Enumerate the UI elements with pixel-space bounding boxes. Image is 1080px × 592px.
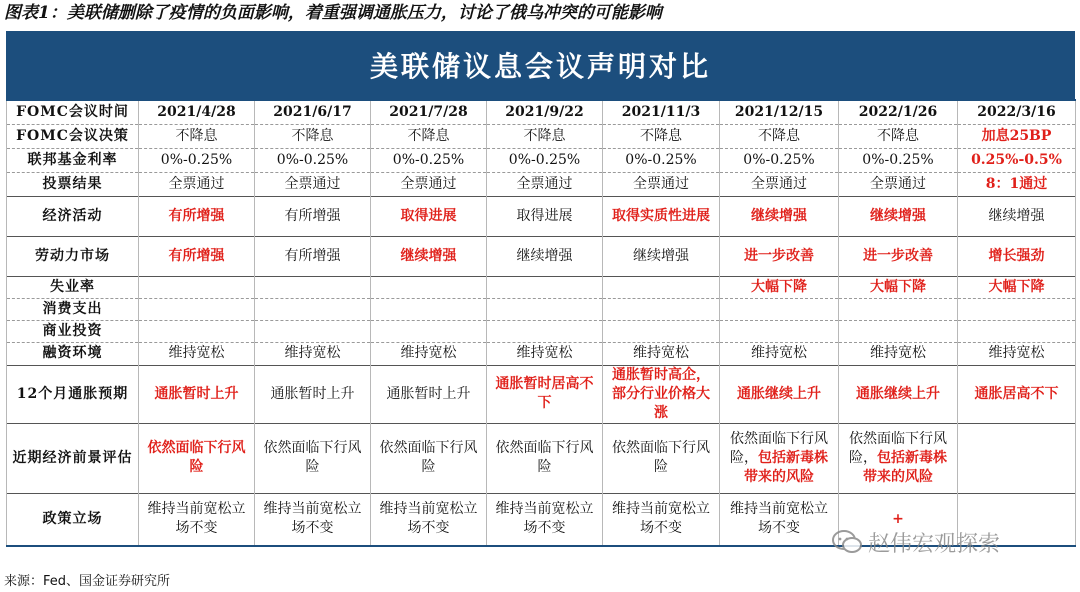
- table-cell: 不降息: [839, 124, 958, 148]
- table-cell: 不降息: [603, 124, 720, 148]
- table-cell: 全票通过: [371, 172, 487, 196]
- table-row: [7, 196, 1076, 236]
- table-cell: 依然面临下行风险: [487, 423, 603, 493]
- row-label: 联邦基金利率: [7, 148, 139, 172]
- table-row: [7, 276, 1076, 298]
- table-cell: 维持当前宽松立场不变: [720, 493, 839, 546]
- table-cell: 全票通过: [839, 172, 958, 196]
- table-cell: 维持宽松: [603, 342, 720, 365]
- row-label: 近期经济前景评估: [7, 423, 139, 493]
- table-row: [7, 172, 1076, 196]
- table-cell: [371, 298, 487, 320]
- table-cell: 取得实质性进展: [603, 196, 720, 236]
- table-cell: [603, 276, 720, 298]
- table-cell: 取得进展: [371, 196, 487, 236]
- table-cell: +: [839, 493, 958, 546]
- table-cell: 继续增强: [839, 196, 958, 236]
- table-cell: 进一步改善: [839, 236, 958, 276]
- table-cell: 全票通过: [139, 172, 255, 196]
- table-cell: 不降息: [720, 124, 839, 148]
- table-cell: 有所增强: [255, 196, 371, 236]
- row-label: FOMC会议决策: [7, 124, 139, 148]
- table-cell: 通胀暂时上升: [255, 365, 371, 423]
- table-cell: 不降息: [139, 124, 255, 148]
- chat-bubble-icon: [832, 529, 862, 555]
- table-cell: [255, 298, 371, 320]
- table-cell: 全票通过: [720, 172, 839, 196]
- table-cell: 不降息: [487, 124, 603, 148]
- table-row: [7, 236, 1076, 276]
- table-cell: 通胀暂时上升: [371, 365, 487, 423]
- table-cell: [839, 298, 958, 320]
- table-cell: [839, 320, 958, 342]
- table-cell: 维持宽松: [720, 342, 839, 365]
- table-cell: 全票通过: [487, 172, 603, 196]
- table-cell: 维持当前宽松立场不变: [487, 493, 603, 546]
- table-cell: [487, 320, 603, 342]
- table-cell: 依然面临下行风险: [255, 423, 371, 493]
- table-cell: 通胀暂时高企，部分行业价格大涨: [603, 365, 720, 423]
- row-label: 商业投资: [7, 320, 139, 342]
- comparison-table: [6, 99, 1076, 547]
- table-row: [7, 100, 1076, 124]
- table-cell: 通胀居高不下: [958, 365, 1076, 423]
- table-cell: 0%-0.25%: [720, 148, 839, 172]
- table-cell: 0%-0.25%: [255, 148, 371, 172]
- table-cell: [487, 276, 603, 298]
- table-cell: 继续增强: [720, 196, 839, 236]
- table-cell: 0%-0.25%: [603, 148, 720, 172]
- row-label: 投票结果: [7, 172, 139, 196]
- table-cell: 通胀暂时居高不下: [487, 365, 603, 423]
- table-cell: 依然面临下行风险: [139, 423, 255, 493]
- table-cell: 维持当前宽松立场不变: [255, 493, 371, 546]
- table-cell: 0%-0.25%: [371, 148, 487, 172]
- table-cell: [487, 298, 603, 320]
- table-cell: 8：1通过: [958, 172, 1076, 196]
- table-cell: [958, 320, 1076, 342]
- table-cell: 大幅下降: [839, 276, 958, 298]
- row-label: 劳动力市场: [7, 236, 139, 276]
- table-cell: 取得进展: [487, 196, 603, 236]
- table-cell: 0.25%-0.5%: [958, 148, 1076, 172]
- table-row: [7, 342, 1076, 365]
- table-cell: [839, 423, 958, 493]
- table-cell: [139, 276, 255, 298]
- table-cell: [720, 320, 839, 342]
- row-label: 融资环境: [7, 342, 139, 365]
- table-cell: 不降息: [371, 124, 487, 148]
- table-cell: [720, 423, 839, 493]
- table-cell: 维持当前宽松立场不变: [603, 493, 720, 546]
- figure-title: 图表1：美联储删除了疫情的负面影响，着重强调通胀压力，讨论了俄乌冲突的可能影响: [4, 3, 662, 23]
- table-cell: 大幅下降: [720, 276, 839, 298]
- table-cell: [255, 320, 371, 342]
- table-cell: 通胀继续上升: [720, 365, 839, 423]
- table-row: [7, 148, 1076, 172]
- row-label: 失业率: [7, 276, 139, 298]
- table-cell: [958, 298, 1076, 320]
- table-cell: 2021/11/3: [603, 100, 720, 124]
- table-cell: 加息25BP: [958, 124, 1076, 148]
- row-label: FOMC会议时间: [7, 100, 139, 124]
- table-cell: 0%-0.25%: [139, 148, 255, 172]
- watermark-text: 赵伟宏观探索: [868, 531, 1001, 557]
- table-row: [7, 124, 1076, 148]
- banner-title: 美联储议息会议声明对比: [6, 31, 1075, 99]
- row-label: 政策立场: [7, 493, 139, 546]
- table-row: [7, 320, 1076, 342]
- table-cell: 0%-0.25%: [487, 148, 603, 172]
- table-cell: 增长强劲: [958, 236, 1076, 276]
- table-cell: 有所增强: [139, 236, 255, 276]
- table-cell: 有所增强: [139, 196, 255, 236]
- table-cell: [958, 423, 1076, 493]
- table-cell: [603, 320, 720, 342]
- table-cell: 依然面临下行风险: [603, 423, 720, 493]
- row-label: 经济活动: [7, 196, 139, 236]
- cell-text: 依然面临下行风险，: [730, 430, 828, 466]
- table-cell: 继续增强: [603, 236, 720, 276]
- table-cell: 2022/3/16: [958, 100, 1076, 124]
- row-label: 12个月通胀预期: [7, 365, 139, 423]
- cell-text: 包括新毒株带来的风险: [863, 449, 947, 485]
- table-row: [7, 365, 1076, 423]
- table-cell: [371, 276, 487, 298]
- table-cell: 继续增强: [371, 236, 487, 276]
- table-cell: 2021/12/15: [720, 100, 839, 124]
- table-row: [7, 298, 1076, 320]
- table-cell: 2022/1/26: [839, 100, 958, 124]
- table-cell: 进一步改善: [720, 236, 839, 276]
- table-cell: [720, 298, 839, 320]
- table-cell: [139, 298, 255, 320]
- table-cell: 通胀暂时上升: [139, 365, 255, 423]
- table-cell: 维持宽松: [255, 342, 371, 365]
- row-label: 消费支出: [7, 298, 139, 320]
- table-cell: 维持当前宽松立场不变: [139, 493, 255, 546]
- table-row: [7, 423, 1076, 493]
- table-cell: 依然面临下行风险: [371, 423, 487, 493]
- watermark: [832, 524, 1000, 560]
- table-cell: 维持宽松: [139, 342, 255, 365]
- table-cell: 2021/9/22: [487, 100, 603, 124]
- table-cell: 2021/4/28: [139, 100, 255, 124]
- table-cell: [255, 276, 371, 298]
- table-cell: 继续增强: [487, 236, 603, 276]
- table-cell: 全票通过: [255, 172, 371, 196]
- table-cell: [603, 298, 720, 320]
- table-cell: 2021/6/17: [255, 100, 371, 124]
- table-cell: 通胀继续上升: [839, 365, 958, 423]
- cell-text: 包括新毒株带来的风险: [744, 449, 828, 485]
- table-cell: 有所增强: [255, 236, 371, 276]
- table-cell: 全票通过: [603, 172, 720, 196]
- table-cell: 不降息: [255, 124, 371, 148]
- table-cell: 2021/7/28: [371, 100, 487, 124]
- table-cell: [371, 320, 487, 342]
- cell-text: 依然面临下行风险，: [849, 430, 947, 466]
- source-note: 来源：Fed、国金证券研究所: [4, 574, 171, 589]
- table-cell: 维持宽松: [371, 342, 487, 365]
- table-cell: 大幅下降: [958, 276, 1076, 298]
- table-cell: 维持宽松: [487, 342, 603, 365]
- table-cell: 0%-0.25%: [839, 148, 958, 172]
- table-cell: 维持宽松: [958, 342, 1076, 365]
- table-cell: [139, 320, 255, 342]
- table-cell: 继续增强: [958, 196, 1076, 236]
- table-cell: 维持宽松: [839, 342, 958, 365]
- table-cell: 维持当前宽松立场不变: [371, 493, 487, 546]
